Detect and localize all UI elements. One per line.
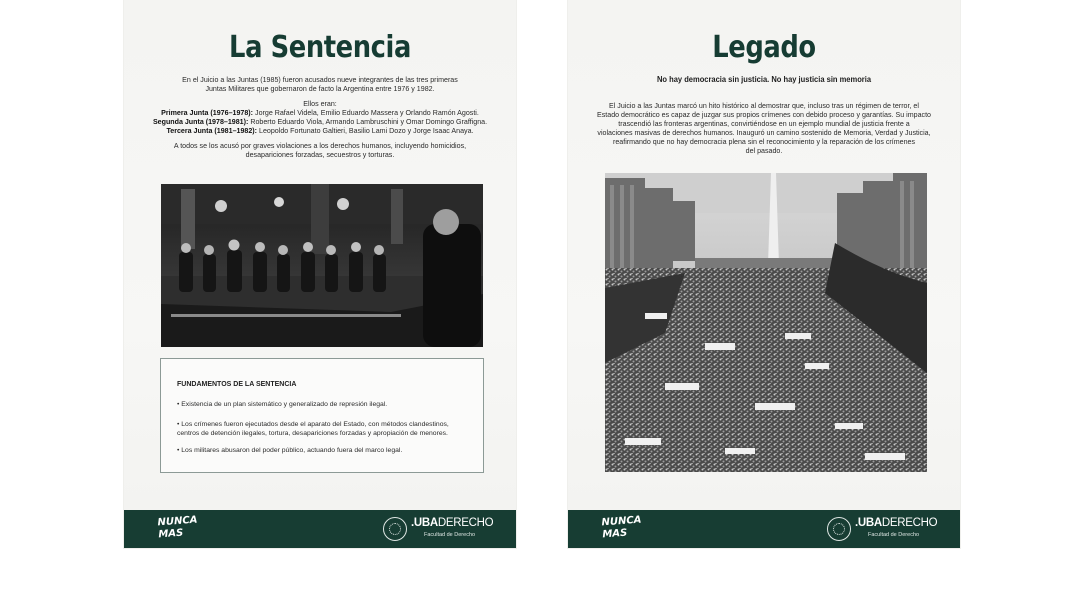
junta-label: Segunda Junta (1978–1981): <box>152 118 249 126</box>
uba-derecho-logo: .UBADERECHO <box>855 517 938 529</box>
junta-line-1 <box>152 109 488 118</box>
legado-line: del pasado. <box>745 147 783 155</box>
uba-seal-icon <box>383 517 407 541</box>
box-title: FUNDAMENTOS DE LA SENTENCIA <box>177 381 297 388</box>
poster-legado <box>568 0 960 548</box>
legado-line: trascendió las fronteras argentinas, convirtiéndose en un ejemplo mundial de justicia frente a <box>618 120 910 128</box>
junta-members: Jorge Rafael Videla, Emilio Eduardo Massera y Orlando Ramón Agosti. <box>255 109 479 117</box>
courtroom-image <box>161 184 483 347</box>
intro-paragraph <box>152 76 488 160</box>
legado-line: El Juicio a las Juntas marcó un hito histórico al demostrar que, incluso tras un régimen de terror, el <box>609 102 919 110</box>
page-subtitle: No hay democracia sin justicia. No hay justicia sin memoria <box>656 74 872 84</box>
junta-label: Primera Junta (1976–1978): <box>161 109 254 117</box>
footer-bar <box>568 510 960 548</box>
bullet-item: • Existencia de un plan sistemático y generalizado de represión ilegal. <box>177 401 388 408</box>
junta-members: Roberto Eduardo Viola, Armando Lambruschini y Omar Domingo Graffigna. <box>250 118 488 126</box>
junta-label: Tercera Junta (1981–1982): <box>166 127 258 135</box>
intro-line-1: En el Juicio a las Juntas (1985) fueron acusados nueve integrantes de las tres primeras <box>182 76 458 84</box>
ellos-eran: Ellos eran: <box>303 100 337 108</box>
crowd-image <box>605 173 927 472</box>
bullet-item-continued: centros de detención ilegales, tortura, desapariciones forzadas y apropiación de menores. <box>177 429 448 437</box>
bullet-item: • Los militares abusaron del poder público, actuando fuera del marco legal. <box>177 447 403 454</box>
legado-paragraph <box>594 102 934 156</box>
uba-derecho-logo: .UBADERECHO <box>411 517 494 529</box>
legado-line: reafirmando que no hay democracia plena sin el reconocimiento y la reparación de los crímenes <box>612 138 916 146</box>
page-title: La Sentencia <box>229 30 411 65</box>
poster-la-sentencia <box>124 0 516 548</box>
junta-line-2 <box>152 118 488 127</box>
faculty-label: Facultad de Derecho <box>424 532 476 538</box>
junta-line-3 <box>152 127 488 136</box>
legado-line: Estado democrático es capaz de juzgar sus propios crímenes con debido proceso y garantías. Su impacto <box>597 111 931 119</box>
accusation-line-2: desapariciones forzadas, secuestros y torturas. <box>245 151 395 159</box>
accusation-line-1: A todos se los acusó por graves violaciones a los derechos humanos, incluyendo homicidios, <box>173 142 467 150</box>
nunca-mas-logo: NUNCA MAS <box>601 514 642 541</box>
junta-members: Leopoldo Fortunato Galtieri, Basilio Lami Dozo y Jorge Isaac Anaya. <box>259 127 474 135</box>
trial-photo <box>161 184 483 347</box>
fundamentos-box <box>160 358 484 473</box>
footer-bar <box>124 510 516 548</box>
intro-line-2: Juntas Militares que gobernaron de facto la Argentina entre 1976 y 1982. <box>205 85 435 93</box>
page-title: Legado <box>712 30 816 65</box>
faculty-label: Facultad de Derecho <box>868 532 920 538</box>
legado-line: violaciones masivas de derechos humanos. Inauguró un camino sostenido de Memoria, Verdad y Justicia, <box>597 129 931 137</box>
bullet-item: • Los crímenes fueron ejecutados desde el aparato del Estado, con métodos clandestinos, <box>177 421 449 428</box>
uba-seal-icon <box>827 517 851 541</box>
crowd-photo <box>605 173 927 472</box>
nunca-mas-logo: NUNCA MAS <box>157 514 198 541</box>
